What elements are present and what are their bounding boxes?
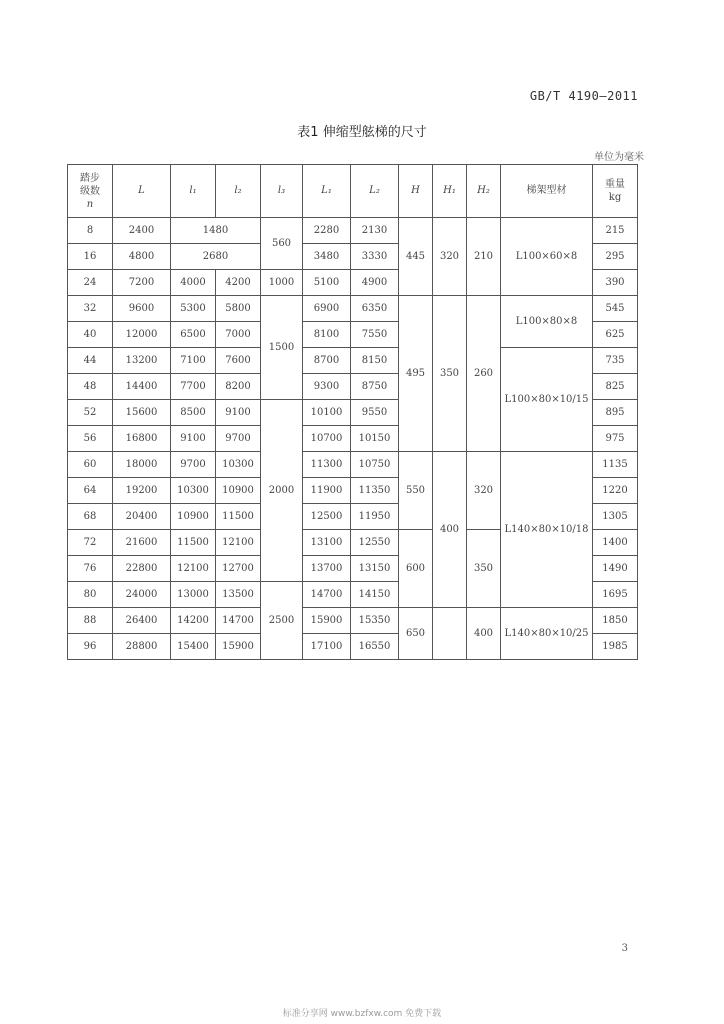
cell-L1: 13100 <box>303 530 351 556</box>
cell-l1: 9700 <box>171 452 216 478</box>
cell-H1-merged: 320 <box>433 218 467 296</box>
col-header-l2: l₂ <box>216 165 261 218</box>
cell-L: 14400 <box>113 374 171 400</box>
cell-n: 32 <box>68 296 113 322</box>
col-header-L: L <box>113 165 171 218</box>
cell-n: 80 <box>68 582 113 608</box>
cell-L1: 11300 <box>303 452 351 478</box>
cell-n: 16 <box>68 244 113 270</box>
cell-L: 12000 <box>113 322 171 348</box>
cell-l1: 9100 <box>171 426 216 452</box>
cell-weight: 1985 <box>593 634 638 660</box>
cell-L2: 11950 <box>351 504 399 530</box>
cell-H2-merged: 320 <box>467 452 501 530</box>
cell-L2: 3330 <box>351 244 399 270</box>
cell-L: 19200 <box>113 478 171 504</box>
cell-profile-merged: L100×80×8 <box>501 296 593 348</box>
cell-L: 18000 <box>113 452 171 478</box>
cell-n: 8 <box>68 218 113 244</box>
footer-watermark: 标准分享网 www.bzfxw.com 免费下载 <box>282 1009 442 1019</box>
cell-l2: 7000 <box>216 322 261 348</box>
table-row <box>68 296 638 322</box>
cell-n: 52 <box>68 400 113 426</box>
cell-l2: 11500 <box>216 504 261 530</box>
col-header-steps-line2: 级数 <box>80 185 100 197</box>
cell-L1: 11900 <box>303 478 351 504</box>
table-row <box>68 608 638 634</box>
cell-L1: 14700 <box>303 582 351 608</box>
cell-l1: 5300 <box>171 296 216 322</box>
cell-l2: 7600 <box>216 348 261 374</box>
cell-L2: 13150 <box>351 556 399 582</box>
cell-weight: 1695 <box>593 582 638 608</box>
cell-weight: 1400 <box>593 530 638 556</box>
cell-n: 96 <box>68 634 113 660</box>
cell-L2: 11350 <box>351 478 399 504</box>
cell-n: 56 <box>68 426 113 452</box>
cell-L: 9600 <box>113 296 171 322</box>
cell-l1-l2-merged: 2680 <box>171 244 261 270</box>
cell-l1: 14200 <box>171 608 216 634</box>
col-header-H: H <box>399 165 433 218</box>
cell-n: 88 <box>68 608 113 634</box>
cell-L2: 7550 <box>351 322 399 348</box>
cell-weight: 975 <box>593 426 638 452</box>
cell-l2: 5800 <box>216 296 261 322</box>
table-row <box>68 452 638 478</box>
cell-n: 64 <box>68 478 113 504</box>
cell-n: 60 <box>68 452 113 478</box>
cell-l2: 10900 <box>216 478 261 504</box>
cell-L: 2400 <box>113 218 171 244</box>
cell-L2: 8750 <box>351 374 399 400</box>
cell-weight: 390 <box>593 270 638 296</box>
cell-l2: 9700 <box>216 426 261 452</box>
cell-L1: 8100 <box>303 322 351 348</box>
cell-L2: 6350 <box>351 296 399 322</box>
cell-l2: 15900 <box>216 634 261 660</box>
cell-l3-merged: 1500 <box>261 296 303 400</box>
cell-H-merged: 600 <box>399 530 433 608</box>
cell-l2: 10300 <box>216 452 261 478</box>
cell-L1: 13700 <box>303 556 351 582</box>
cell-L: 28800 <box>113 634 171 660</box>
cell-weight: 215 <box>593 218 638 244</box>
cell-H1-blank <box>433 608 467 660</box>
cell-L: 13200 <box>113 348 171 374</box>
table-row <box>68 218 638 244</box>
col-header-steps-symbol: n <box>86 198 94 210</box>
cell-H2-merged: 210 <box>467 218 501 296</box>
cell-profile-merged: L100×60×8 <box>501 218 593 296</box>
col-header-weight-label: 重量 <box>605 179 625 190</box>
cell-L1: 12500 <box>303 504 351 530</box>
cell-H-merged: 650 <box>399 608 433 660</box>
col-header-weight-unit: kg <box>608 192 622 203</box>
cell-H-merged: 495 <box>399 296 433 452</box>
cell-l1: 13000 <box>171 582 216 608</box>
standard-code: GB/T 4190—2011 <box>529 89 638 103</box>
cell-n: 68 <box>68 504 113 530</box>
cell-l2: 13500 <box>216 582 261 608</box>
cell-l3-merged: 2500 <box>261 582 303 660</box>
cell-l2: 14700 <box>216 608 261 634</box>
cell-L2: 15350 <box>351 608 399 634</box>
cell-l1: 12100 <box>171 556 216 582</box>
cell-L: 4800 <box>113 244 171 270</box>
cell-n: 72 <box>68 530 113 556</box>
cell-n: 44 <box>68 348 113 374</box>
col-header-H1: H₁ <box>433 165 467 218</box>
cell-weight: 825 <box>593 374 638 400</box>
cell-weight: 895 <box>593 400 638 426</box>
unit-note: 单位为毫米 <box>594 152 644 163</box>
cell-L2: 16550 <box>351 634 399 660</box>
cell-l3: 1000 <box>261 270 303 296</box>
cell-H-merged: 445 <box>399 218 433 296</box>
cell-weight: 625 <box>593 322 638 348</box>
cell-l2: 4200 <box>216 270 261 296</box>
col-header-L1: L₁ <box>303 165 351 218</box>
cell-L2: 2130 <box>351 218 399 244</box>
cell-weight: 545 <box>593 296 638 322</box>
col-header-L2: L₂ <box>351 165 399 218</box>
cell-n: 40 <box>68 322 113 348</box>
cell-H2-merged: 260 <box>467 296 501 452</box>
cell-n: 48 <box>68 374 113 400</box>
cell-L: 16800 <box>113 426 171 452</box>
cell-l1: 7700 <box>171 374 216 400</box>
cell-profile-merged: L140×80×10/25 <box>501 608 593 660</box>
page-number: 3 <box>621 943 628 954</box>
cell-L2: 4900 <box>351 270 399 296</box>
cell-l1: 11500 <box>171 530 216 556</box>
cell-L: 7200 <box>113 270 171 296</box>
cell-H2-merged: 400 <box>467 608 501 660</box>
cell-L: 24000 <box>113 582 171 608</box>
cell-L1: 10700 <box>303 426 351 452</box>
cell-profile-merged: L100×80×10/15 <box>501 348 593 452</box>
col-header-l1: l₁ <box>171 165 216 218</box>
cell-weight: 1220 <box>593 478 638 504</box>
cell-L1: 6900 <box>303 296 351 322</box>
col-header-H2: H₂ <box>467 165 501 218</box>
col-header-profile: 梯架型材 <box>501 165 593 218</box>
cell-L1: 5100 <box>303 270 351 296</box>
cell-L: 20400 <box>113 504 171 530</box>
col-header-l3: l₃ <box>261 165 303 218</box>
cell-H2-merged: 350 <box>467 530 501 608</box>
cell-weight: 1135 <box>593 452 638 478</box>
cell-L1: 3480 <box>303 244 351 270</box>
cell-L1: 15900 <box>303 608 351 634</box>
cell-L1: 2280 <box>303 218 351 244</box>
cell-l1: 6500 <box>171 322 216 348</box>
cell-weight: 735 <box>593 348 638 374</box>
cell-n: 76 <box>68 556 113 582</box>
cell-l2: 9100 <box>216 400 261 426</box>
cell-l2: 12700 <box>216 556 261 582</box>
cell-H-merged: 550 <box>399 452 433 530</box>
cell-H1-merged: 400 <box>433 452 467 608</box>
cell-H1-merged: 350 <box>433 296 467 452</box>
table-header-row <box>68 165 638 218</box>
cell-L2: 9550 <box>351 400 399 426</box>
cell-weight: 1850 <box>593 608 638 634</box>
cell-l1: 7100 <box>171 348 216 374</box>
cell-L: 15600 <box>113 400 171 426</box>
cell-weight: 1490 <box>593 556 638 582</box>
table-title: 表1 伸缩型舷梯的尺寸 <box>297 125 427 140</box>
cell-l3-merged: 2000 <box>261 400 303 582</box>
ladder-dimensions-table <box>67 164 638 660</box>
cell-L2: 14150 <box>351 582 399 608</box>
cell-profile-merged: L140×80×10/18 <box>501 452 593 608</box>
cell-l1: 8500 <box>171 400 216 426</box>
cell-L: 26400 <box>113 608 171 634</box>
cell-L1: 10100 <box>303 400 351 426</box>
table-row <box>68 348 638 374</box>
cell-l1: 4000 <box>171 270 216 296</box>
cell-l2: 12100 <box>216 530 261 556</box>
cell-L2: 10150 <box>351 426 399 452</box>
cell-l1: 10300 <box>171 478 216 504</box>
cell-l2: 8200 <box>216 374 261 400</box>
cell-weight: 295 <box>593 244 638 270</box>
cell-L2: 8150 <box>351 348 399 374</box>
cell-L: 22800 <box>113 556 171 582</box>
cell-L1: 8700 <box>303 348 351 374</box>
cell-n: 24 <box>68 270 113 296</box>
cell-L: 21600 <box>113 530 171 556</box>
cell-l3-merged: 560 <box>261 218 303 270</box>
cell-l1-l2-merged: 1480 <box>171 218 261 244</box>
cell-L2: 10750 <box>351 452 399 478</box>
cell-l1: 15400 <box>171 634 216 660</box>
col-header-weight <box>593 165 638 218</box>
col-header-steps <box>68 165 113 218</box>
cell-L1: 9300 <box>303 374 351 400</box>
cell-l1: 10900 <box>171 504 216 530</box>
cell-L1: 17100 <box>303 634 351 660</box>
cell-L2: 12550 <box>351 530 399 556</box>
cell-weight: 1305 <box>593 504 638 530</box>
col-header-steps-line1: 踏步 <box>80 172 100 184</box>
